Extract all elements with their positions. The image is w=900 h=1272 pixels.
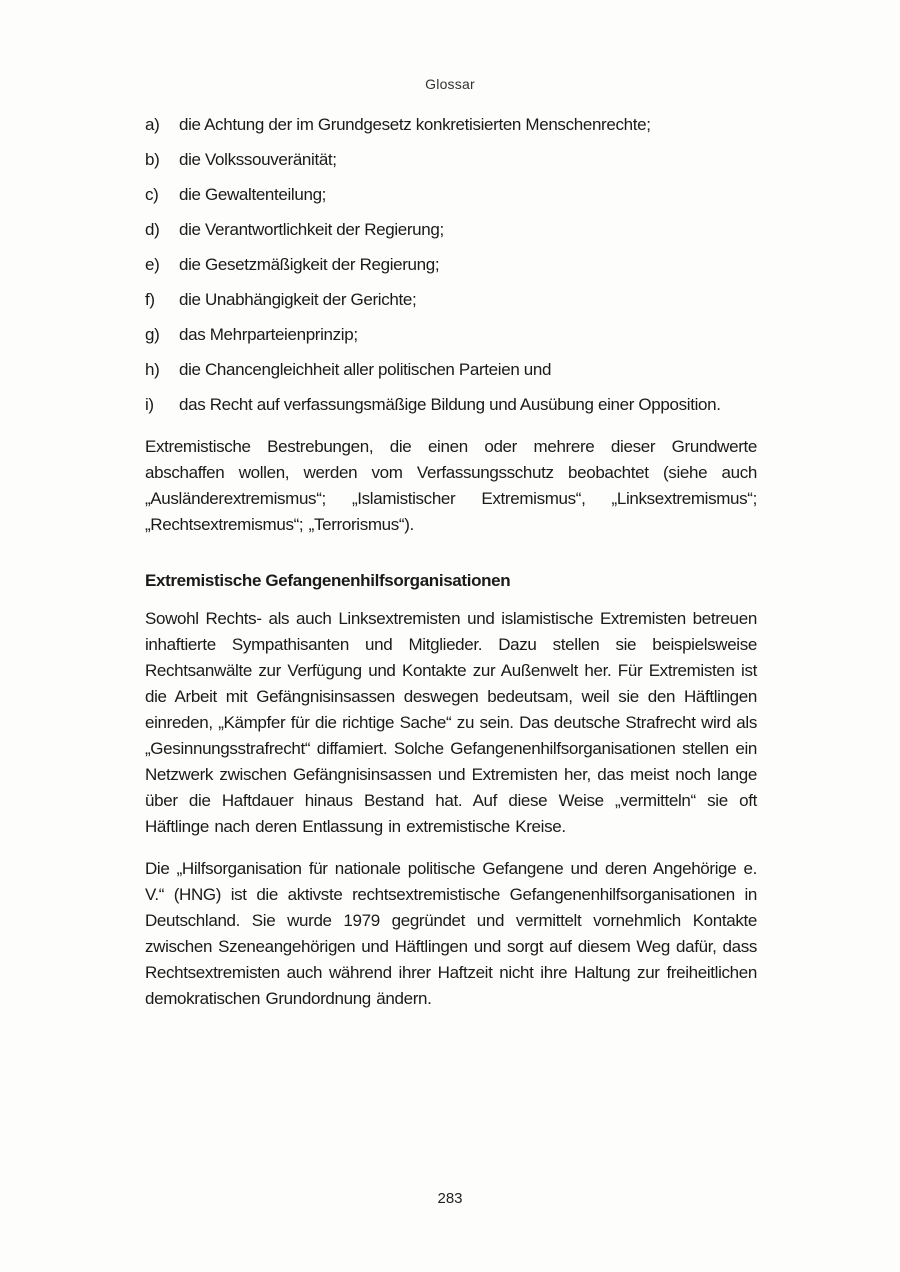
list-text: die Gewaltenteilung; — [179, 185, 327, 204]
list-item — [145, 357, 757, 383]
list-item — [145, 252, 757, 278]
list-item — [145, 182, 757, 208]
list-item — [145, 147, 757, 173]
list-marker: c) — [145, 185, 159, 204]
list-text: die Unabhängigkeit der Gerichte; — [179, 290, 417, 309]
section-heading: Extremistische Gefangenenhilfsorganisationen — [145, 571, 511, 590]
list-item — [145, 392, 757, 418]
paragraph-extremist-aims: Extremistische Bestrebungen, die einen oder mehrere dieser Grundwerte abschaffen wollen, werden vom Verfassungsschutz beobachtet (siehe auch „Ausländerextremismus“; „Islamistischer Extremismus“, „Linksextremismus“; „Rechtsextremismus“; „Terrorismus“). — [145, 437, 757, 534]
list-text: die Gesetzmäßigkeit der Regierung; — [179, 255, 440, 274]
list-text: die Chancengleichheit aller politischen Parteien und — [179, 360, 552, 379]
list-marker: d) — [145, 220, 160, 239]
list-marker: g) — [145, 325, 160, 344]
paragraph-prisoner-support: Sowohl Rechts- als auch Linksextremisten und islamistische Extremisten betreuen inhaftierte Sympathisanten und Mitglieder. Dazu stellen sie beispielsweise Rechtsanwälte zur Verfügung und Kontakte zur Außenwelt her. Für Extremisten ist die Arbeit mit Gefängnisinsassen deswegen bedeutsam, weil sie den Häftlingen einreden, „Kämpfer für die richtige Sache“ zu sein. Das deutsche Strafrecht wird als „Gesinnungsstrafrecht“ diffamiert. Solche Gefangenenhilfsorganisationen stellen ein Netzwerk zwischen Gefängnisinsassen und Extremisten her, das meist noch lange über die Haftdauer hinaus Bestand hat. Auf diese Weise „vermitteln“ sie oft Häftlinge nach deren Entlassung in extremistische Kreise. — [145, 609, 757, 836]
page-content — [145, 112, 757, 1012]
running-header: Glossar — [425, 76, 475, 92]
paragraph-hng: Die „Hilfsorganisation für nationale politische Gefangene und deren Angehörige e. V.“ (HNG) ist die aktivste rechtsextremistische Gefangenenhilfsorganisationen in Deutschland. Sie wurde 1979 gegründet und vermittelt vornehmlich Kontakte zwischen Szeneangehörigen und Häftlingen und sorgt auf diesem Weg dafür, dass Rechtsextremisten auch während ihrer Haftzeit nicht ihre Haltung zur freiheitlichen demokratischen Grundordnung ändern. — [145, 859, 757, 1008]
list-text: die Verantwortlichkeit der Regierung; — [179, 220, 444, 239]
list-item — [145, 287, 757, 313]
list-text: die Achtung der im Grundgesetz konkretisierten Menschenrechte; — [179, 115, 651, 134]
list-marker: e) — [145, 255, 160, 274]
list-item — [145, 217, 757, 243]
page-number: 283 — [437, 1190, 463, 1207]
list-text: die Volkssouveränität; — [179, 150, 337, 169]
list-marker: i) — [145, 395, 154, 414]
list-marker: h) — [145, 360, 160, 379]
list-text: das Mehrparteienprinzip; — [179, 325, 358, 344]
list-text: das Recht auf verfassungsmäßige Bildung und Ausübung einer Opposition. — [179, 395, 721, 414]
list-marker: b) — [145, 150, 160, 169]
list-marker: a) — [145, 115, 160, 134]
principles-list — [145, 112, 757, 418]
list-marker: f) — [145, 290, 155, 309]
list-item — [145, 112, 757, 138]
list-item — [145, 322, 757, 348]
